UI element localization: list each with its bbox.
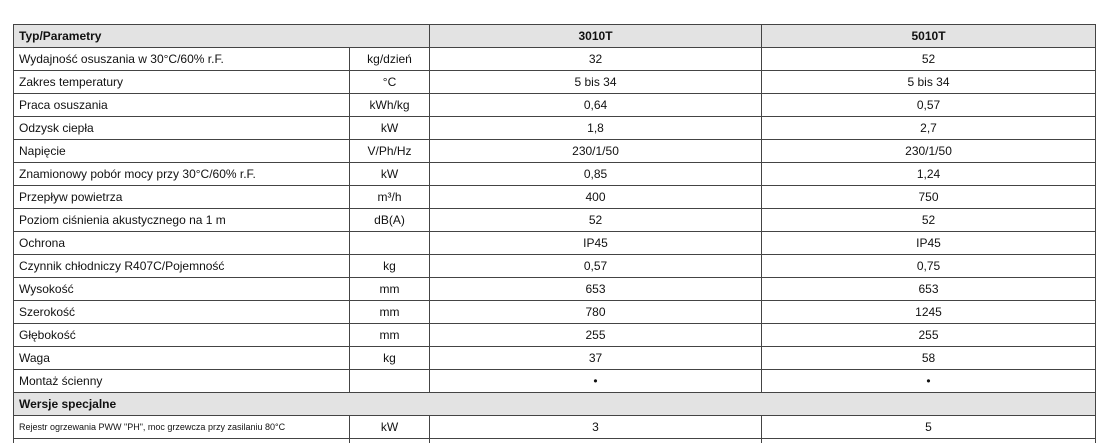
row-value-1: 37 [430, 347, 762, 370]
table-row [14, 117, 1096, 140]
table-row [14, 324, 1096, 347]
row-param: Szerokość [14, 301, 350, 324]
table-row [14, 163, 1096, 186]
row-value-1: 653 [430, 278, 762, 301]
row-value-2: 0,75 [762, 255, 1096, 278]
row-param: Przepływ powietrza [14, 186, 350, 209]
row-value-2: 1245 [762, 301, 1096, 324]
cut-cell [350, 439, 430, 443]
row-value-2: 0,57 [762, 94, 1096, 117]
row-value-1: 780 [430, 301, 762, 324]
table-row [14, 301, 1096, 324]
row-value-2: 255 [762, 324, 1096, 347]
row-param: Znamionowy pobór mocy przy 30°C/60% r.F. [14, 163, 350, 186]
row-value-2: 230/1/50 [762, 140, 1096, 163]
table-row [14, 278, 1096, 301]
row-value-2: 58 [762, 347, 1096, 370]
header-model-2: 5010T [762, 25, 1096, 48]
row-value-2: 653 [762, 278, 1096, 301]
row-param: Czynnik chłodniczy R407C/Pojemność [14, 255, 350, 278]
table-row [14, 416, 1096, 439]
row-unit [350, 232, 430, 255]
row-value-1: 3 [430, 416, 762, 439]
table-row [14, 209, 1096, 232]
row-unit: kWh/kg [350, 94, 430, 117]
table-row [14, 370, 1096, 393]
cut-cell [14, 439, 350, 443]
row-value-2: 5 [762, 416, 1096, 439]
row-param: Waga [14, 347, 350, 370]
spec-table [13, 24, 1096, 443]
table-row [14, 71, 1096, 94]
row-unit: kW [350, 416, 430, 439]
table-row [14, 232, 1096, 255]
row-value-1: 1,8 [430, 117, 762, 140]
table-row [14, 255, 1096, 278]
row-value-2: 5 bis 34 [762, 71, 1096, 94]
table-row-cut [14, 439, 1096, 443]
row-param: Głębokość [14, 324, 350, 347]
table-row [14, 48, 1096, 71]
row-value-1: 0,64 [430, 94, 762, 117]
row-param: Wysokość [14, 278, 350, 301]
row-value-1: 32 [430, 48, 762, 71]
row-value-1: IP45 [430, 232, 762, 255]
row-unit: V/Ph/Hz [350, 140, 430, 163]
row-param: Napięcie [14, 140, 350, 163]
row-value-2: 750 [762, 186, 1096, 209]
row-unit: kW [350, 163, 430, 186]
row-value-1: 400 [430, 186, 762, 209]
row-value-1: 5 bis 34 [430, 71, 762, 94]
row-value-1: 230/1/50 [430, 140, 762, 163]
row-value-2: IP45 [762, 232, 1096, 255]
row-value-1: 0,85 [430, 163, 762, 186]
row-value-2: 2,7 [762, 117, 1096, 140]
row-value-1: 52 [430, 209, 762, 232]
row-unit: kg [350, 347, 430, 370]
row-unit: mm [350, 301, 430, 324]
row-unit: kW [350, 117, 430, 140]
cut-cell [762, 439, 1096, 443]
row-value-2: 52 [762, 209, 1096, 232]
section-header-row [14, 393, 1096, 416]
row-unit: kg/dzień [350, 48, 430, 71]
row-value-1: 255 [430, 324, 762, 347]
section-title: Wersje specjalne [14, 393, 1096, 416]
table-row [14, 347, 1096, 370]
row-unit: °C [350, 71, 430, 94]
header-param: Typ/Parametry [14, 25, 430, 48]
row-param: Wydajność osuszania w 30°C/60% r.F. [14, 48, 350, 71]
row-param: Praca osuszania [14, 94, 350, 117]
table-row [14, 140, 1096, 163]
row-unit: m³/h [350, 186, 430, 209]
row-value-1: • [430, 370, 762, 393]
header-model-1: 3010T [430, 25, 762, 48]
table-header-row [14, 25, 1096, 48]
row-unit: mm [350, 324, 430, 347]
row-param: Rejestr ogrzewania PWW "PH", moc grzewcza przy zasilaniu 80°C [14, 416, 350, 439]
row-unit: dB(A) [350, 209, 430, 232]
row-param: Montaż ścienny [14, 370, 350, 393]
row-value-2: 52 [762, 48, 1096, 71]
row-unit: mm [350, 278, 430, 301]
table-row [14, 186, 1096, 209]
row-unit [350, 370, 430, 393]
row-param: Zakres temperatury [14, 71, 350, 94]
row-value-2: 1,24 [762, 163, 1096, 186]
row-value-2: • [762, 370, 1096, 393]
table-row [14, 94, 1096, 117]
row-unit: kg [350, 255, 430, 278]
row-param: Poziom ciśnienia akustycznego na 1 m [14, 209, 350, 232]
row-param: Ochrona [14, 232, 350, 255]
row-param: Odzysk ciepła [14, 117, 350, 140]
row-value-1: 0,57 [430, 255, 762, 278]
cut-cell [430, 439, 762, 443]
